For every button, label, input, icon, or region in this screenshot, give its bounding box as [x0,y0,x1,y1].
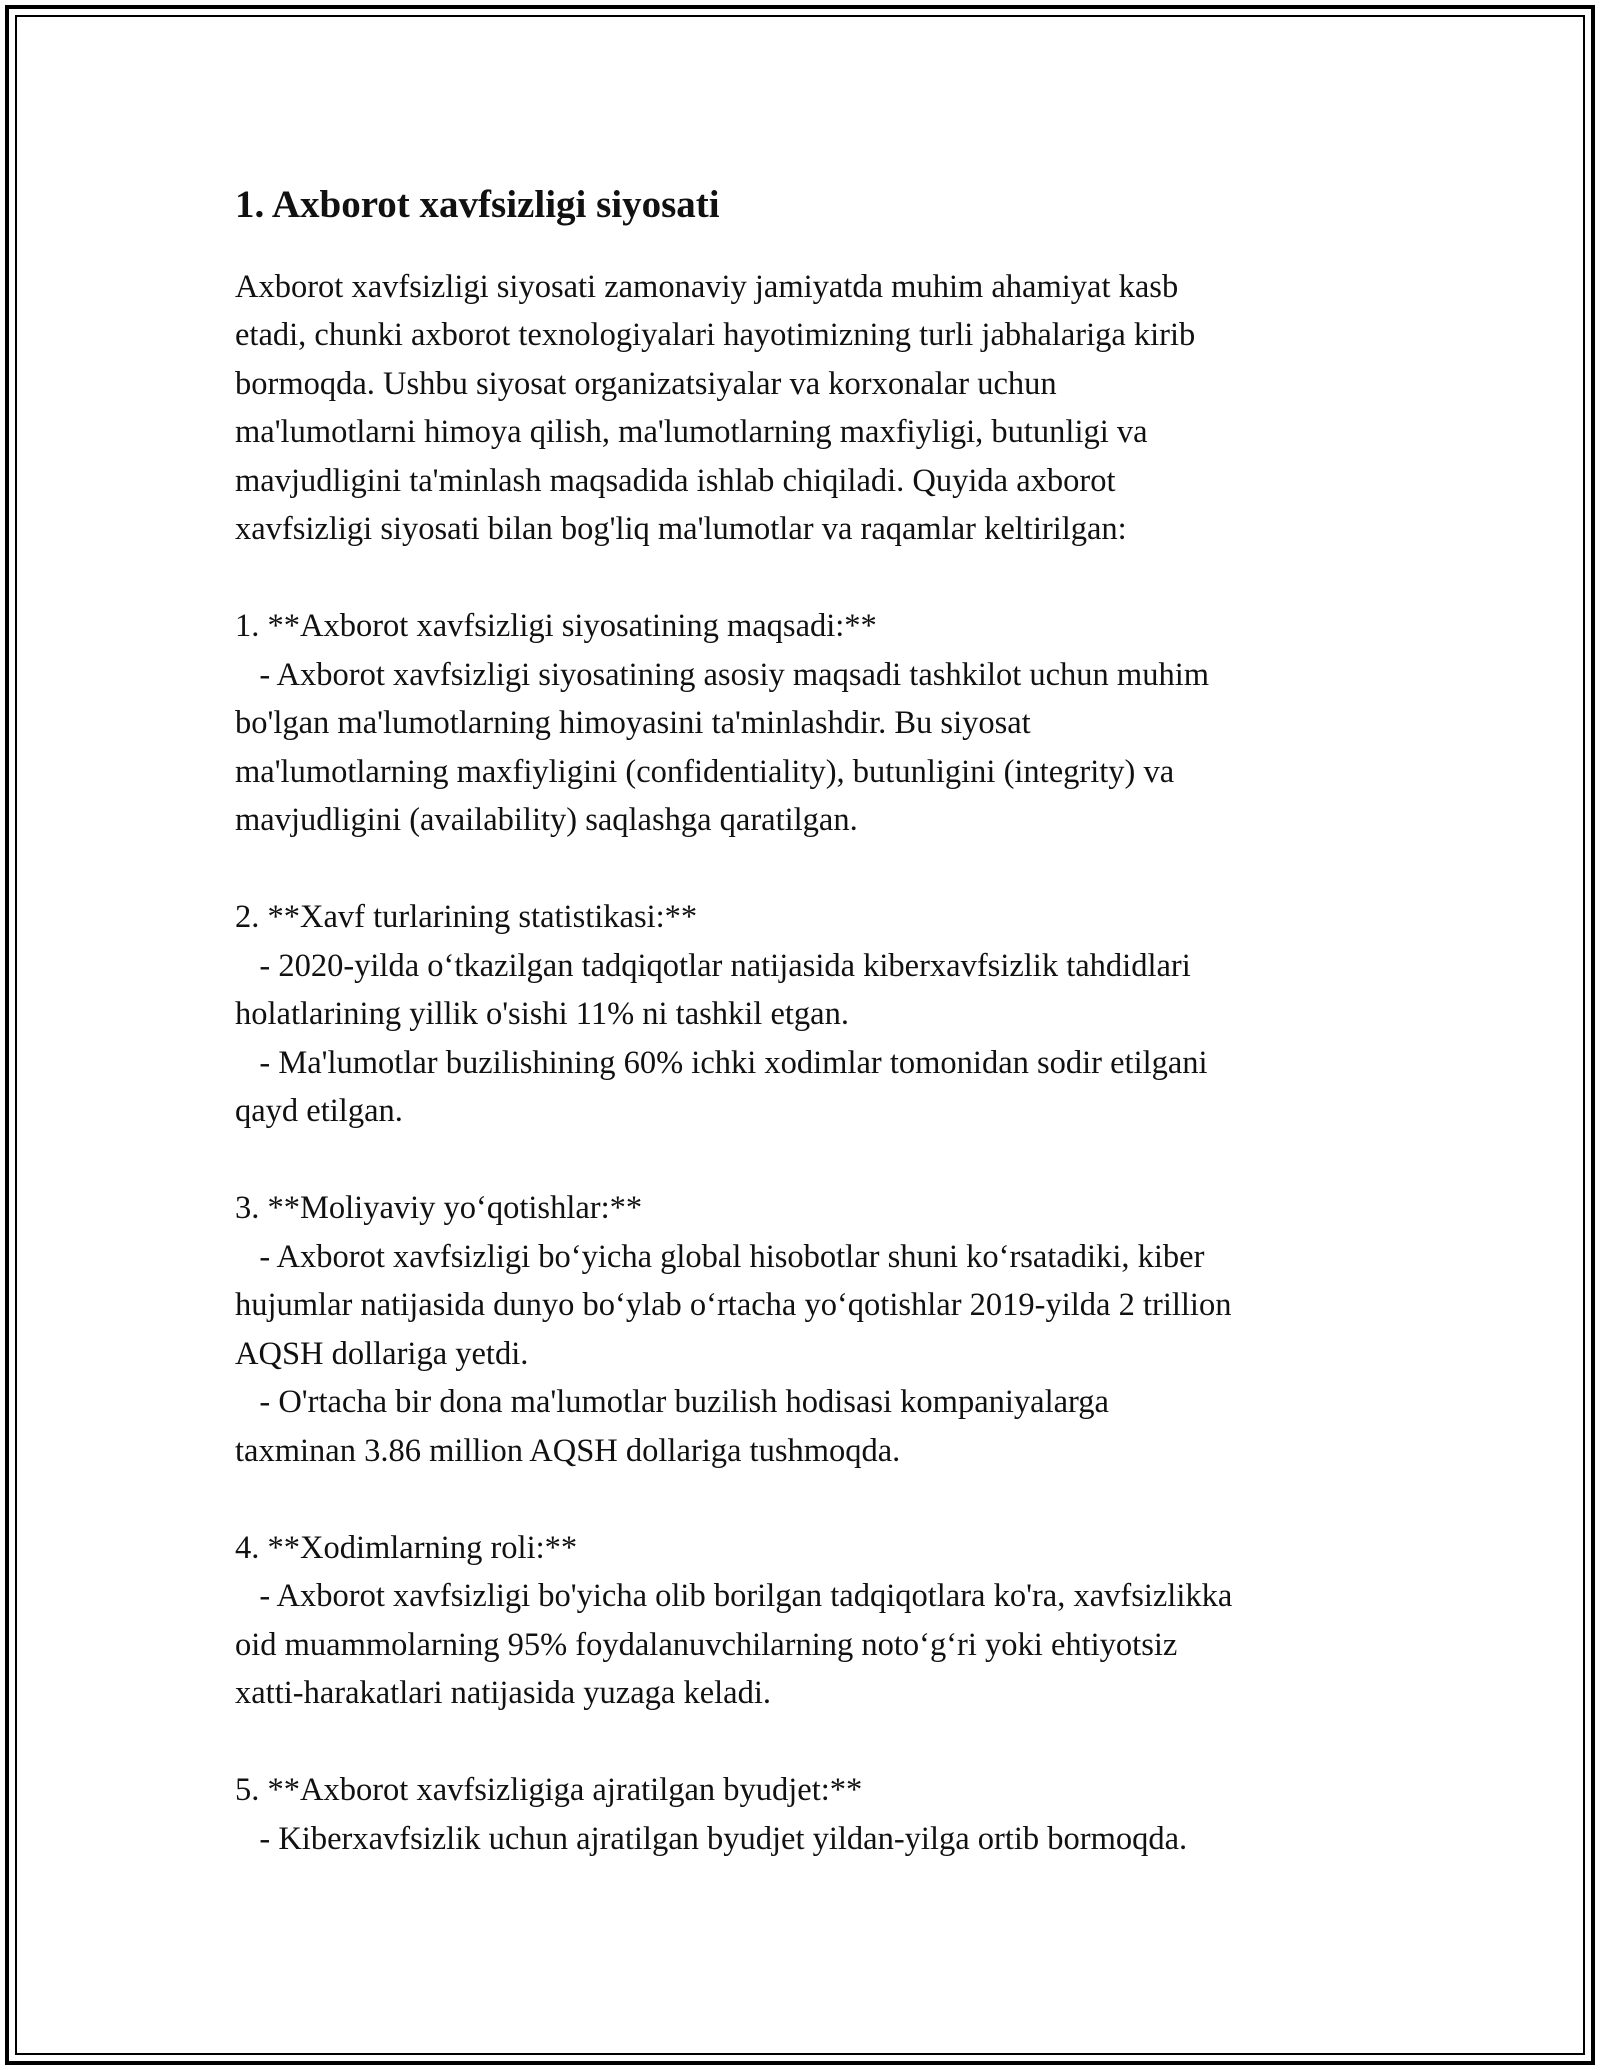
document-content [235,180,1370,1863]
document-title: 1. Axborot xavfsizligi siyosati [235,183,720,226]
document-body: Axborot xavfsizligi siyosati zamonaviy jamiyatda muhim ahamiyat kasb etadi, chunki axborot texnologiyalari hayotimizning turli jabhalariga kirib bormoqda. Ushbu siyosat organizatsiyalar va korxonalar uchun ma'lumotlarni himoya qilish, ma'lumotlarning maxfiyligi, butunligi va mavjudligini ta'minlash maqsadida ishlab chiqiladi. Quyida axborot xavfsizligi siyosati bilan bog'liq ma'lumotlar va raqamlar keltirilgan: 1. **Axborot xavfsizligi siyosatining maqsadi:** - Axborot xavfsizligi siyosatining asosiy maqsadi tashkilot uchun muhim bo'lgan ma'lumotlarning himoyasini ta'minlashdir. Bu siyosat ma'lumotlarning maxfiyligini (confidentiality), butunligini (integrity) va mavjudligini (availability) saqlashga qaratilgan. 2. **Xavf turlarining statistikasi:** - 2020-yilda o‘tkazilgan tadqiqotlar natijasida kiberxavfsizlik tahdidlari holatlarining yillik o'sishi 11% ni tashkil etgan. - Ma'lumotlar buzilishining 60% ichki xodimlar tomonidan sodir etilgani qayd etilgan. 3. **Moliyaviy yo‘qotishlar:** - Axborot xavfsizligi bo‘yicha global hisobotlar shuni ko‘rsatadiki, kiber hujumlar natijasida dunyo bo‘ylab o‘rtacha yo‘qotishlar 2019-yilda 2 trillion AQSH dollariga yetdi. - O'rtacha bir dona ma'lumotlar buzilish hodisasi kompaniyalarga taxminan 3.86 million AQSH dollariga tushmoqda. 4. **Xodimlarning roli:** - Axborot xavfsizligi bo'yicha olib borilgan tadqiqotlara ko'ra, xavfsizlikka oid muammolarning 95% foydalanuvchilarning noto‘g‘ri yoki ehtiyotsiz xatti-harakatlari natijasida yuzaga keladi. 5. **Axborot xavfsizligiga ajratilgan byudjet:** - Kiberxavfsizlik uchun ajratilgan byudjet yildan-yilga ortib bormoqda. [235,268,1233,1857]
